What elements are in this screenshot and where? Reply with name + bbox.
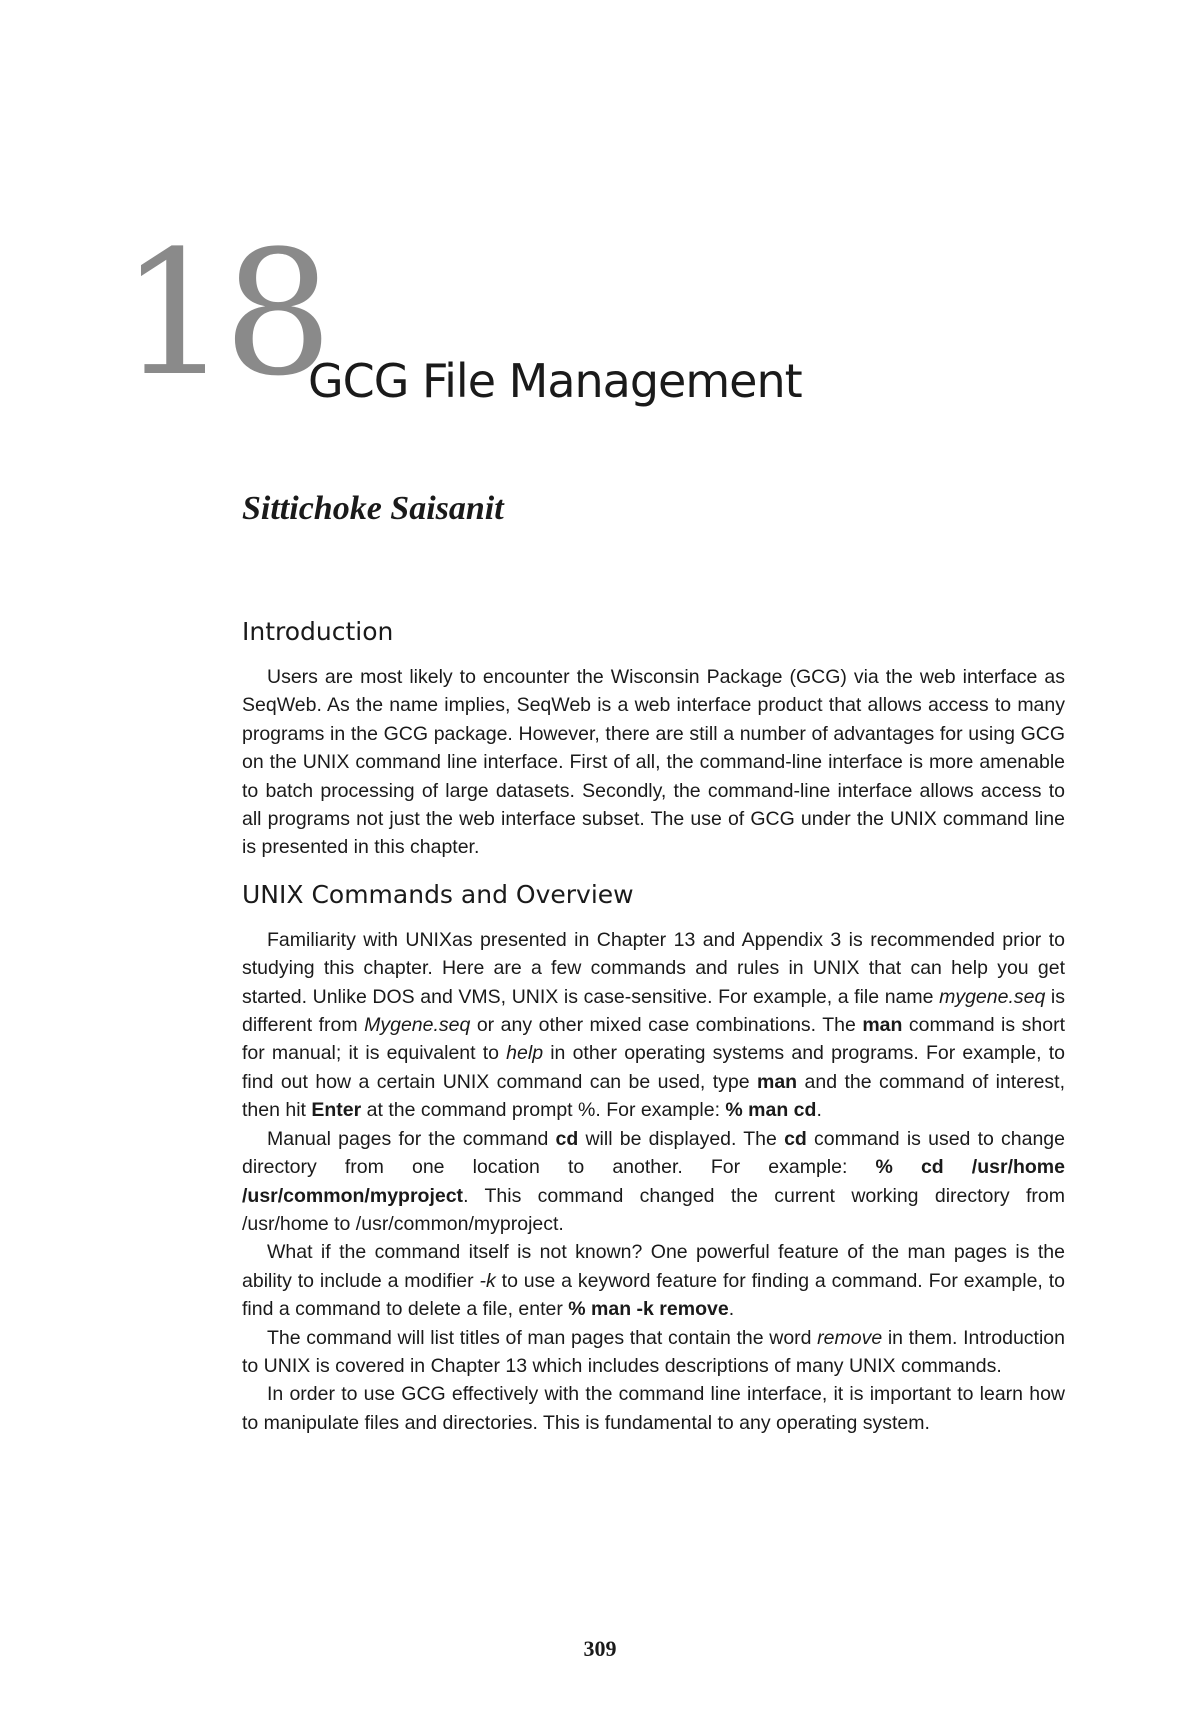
command-man-2: man [757, 1070, 798, 1093]
chapter-body [242, 615, 1065, 1437]
modifier-k: -k [479, 1269, 496, 1292]
term-remove: remove [817, 1326, 883, 1349]
page-number: 309 [583, 1636, 617, 1661]
key-enter: Enter [311, 1099, 362, 1122]
command-example-cd-path: % cd /usr/home /usr/common/myproject [242, 1156, 1065, 1207]
chapter-number: 18 [120, 213, 327, 414]
command-cd-2: cd [784, 1127, 807, 1150]
term-help: help [506, 1042, 544, 1065]
unix-paragraph-2: Manual pages for the command cd will be displayed. The cd command is used to change directory from one location to another. For example: % cd /usr/home /usr/common/myproject. This command changed the current working directory from /usr/home to /usr/common/myproject. [242, 1127, 1065, 1235]
filename-lowercase: mygene.seq [939, 985, 1046, 1008]
unix-paragraph-1: Familiarity with UNIXas presented in Chapter 13 and Appendix 3 is recommended prior to studying this chapter. Here are a few commands and rules in UNIX that can help you get started. Unlike DOS and VMS, UNIX is case-sensitive. For example, a file name mygene.seq is different from Mygene.seq or any other mixed case combinations. The man command is short for manual; it is equivalent to help in other operating systems and programs. For example, to find out how a certain UNIX command can be used, type man and the command of interest, then hit Enter at the command prompt %. For example: % man cd. [242, 928, 1065, 1122]
command-example-man-k-remove: % man -k remove [568, 1298, 729, 1321]
unix-paragraph-3: What if the command itself is not known? One powerful feature of the man pages is the ability to include a modifier -k to use a keyword feature for finding a command. For example, to find a command to delete a file, enter % man -k remove. [242, 1241, 1065, 1321]
chapter-title: GCG File Management [308, 354, 802, 408]
command-man: man [862, 1014, 903, 1037]
command-example-man-cd: % man cd [725, 1099, 817, 1122]
unix-paragraph-5: In order to use GCG effectively with the command line interface, it is important to learn how to manipulate files and directories. This is fundamental to any operating system. [242, 1383, 1065, 1434]
chapter-author: Sittichoke Saisanit [242, 490, 504, 527]
section-heading-unix-commands: UNIX Commands and Overview [242, 879, 634, 909]
filename-mixedcase: Mygene.seq [364, 1014, 471, 1037]
command-cd: cd [555, 1127, 579, 1150]
introduction-paragraph: Users are most likely to encounter the Wisconsin Package (GCG) via the web interface as SeqWeb. As the name implies, SeqWeb is a web interface product that allows access to many programs in the GCG package. However, there are still a number of advantages for using GCG on the UNIX command line interface. First of all, the command-line interface is more amenable to batch processing of large datasets. Secondly, the command-line interface allows access to all programs not just the web interface subset. The use of GCG under the UNIX command line is presented in this chapter. [242, 666, 1065, 859]
unix-paragraph-4: The command will list titles of man pages that contain the word remove in them. Introduction to UNIX is covered in Chapter 13 which includes descriptions of many UNIX commands. [242, 1326, 1065, 1377]
section-heading-introduction: Introduction [242, 617, 394, 646]
